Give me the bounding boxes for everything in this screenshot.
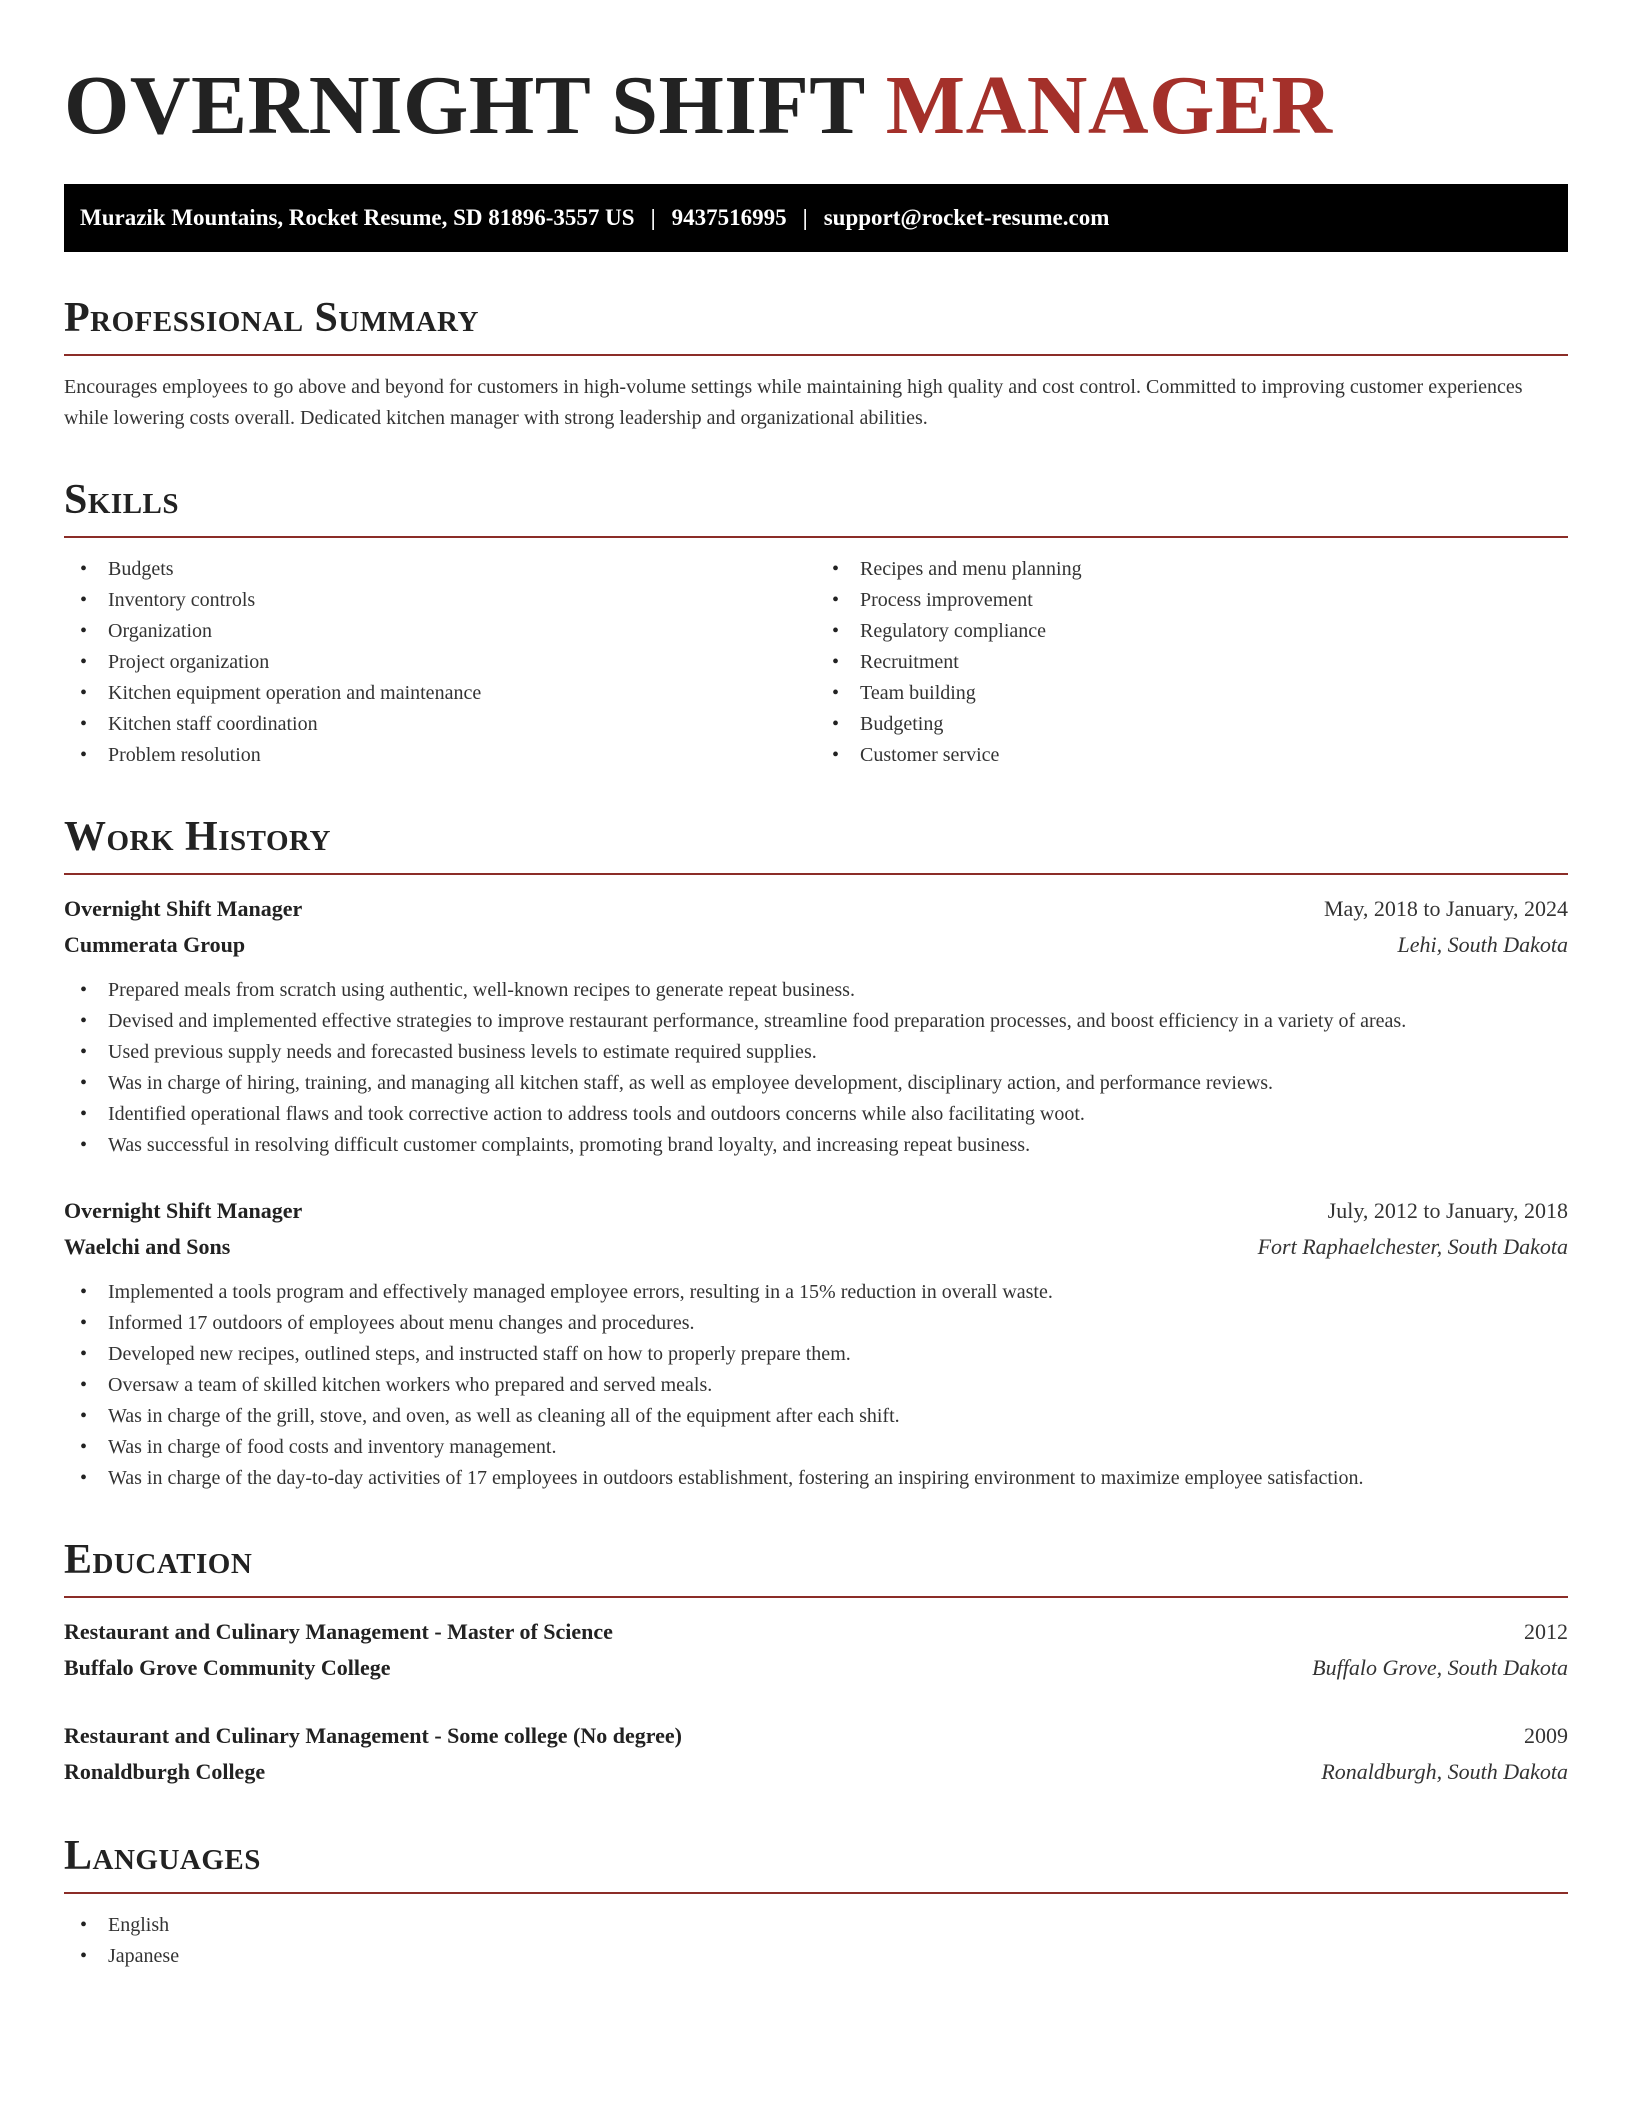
skill-item: • Recruitment bbox=[816, 647, 1568, 678]
job-bullet: • Prepared meals from scratch using authentic, well-known recipes to generate repeat business. bbox=[64, 975, 1568, 1006]
job-location: Lehi, South Dakota bbox=[1397, 932, 1568, 958]
languages-list bbox=[64, 1910, 1568, 1972]
language-item: • English bbox=[64, 1910, 1568, 1941]
job-company: Cummerata Group bbox=[64, 932, 246, 958]
skills-columns bbox=[64, 538, 1568, 771]
contact-bar bbox=[64, 184, 1568, 252]
job-bullet: • Was in charge of the grill, stove, and oven, as well as cleaning all of the equipment after each shift. bbox=[64, 1401, 1568, 1432]
skill-item: • Problem resolution bbox=[64, 740, 816, 771]
skill-item: • Regulatory compliance bbox=[816, 616, 1568, 647]
skill-item: • Recipes and menu planning bbox=[816, 554, 1568, 585]
skill-item: • Team building bbox=[816, 678, 1568, 709]
work-history-heading: Work History bbox=[64, 815, 1568, 875]
job-bullet: • Devised and implemented effective strategies to improve restaurant performance, streamline food preparation processes, and boost efficiency in a variety of areas. bbox=[64, 1006, 1568, 1037]
education-year: 2012 bbox=[1524, 1619, 1568, 1645]
job-title: Overnight Shift Manager bbox=[64, 896, 303, 922]
languages-heading: Languages bbox=[64, 1834, 1568, 1894]
contact-phone: 9437516995 bbox=[671, 205, 787, 230]
work-history-section bbox=[64, 815, 1568, 1494]
job-bullet: • Implemented a tools program and effectively managed employee errors, resulting in a 15% reduction in overall waste. bbox=[64, 1277, 1568, 1308]
skill-item: • Kitchen equipment operation and maintenance bbox=[64, 678, 816, 709]
job-location: Fort Raphaelchester, South Dakota bbox=[1257, 1234, 1568, 1260]
job-bullets bbox=[64, 975, 1568, 1161]
education-entry bbox=[64, 1718, 1568, 1790]
education-entry bbox=[64, 1614, 1568, 1686]
skills-list-left bbox=[64, 554, 816, 771]
education-degree: Restaurant and Culinary Management - Some college (No degree) bbox=[64, 1723, 682, 1749]
language-item: • Japanese bbox=[64, 1941, 1568, 1972]
education-location: Buffalo Grove, South Dakota bbox=[1312, 1655, 1568, 1681]
title-role: MANAGER bbox=[885, 59, 1333, 152]
job-bullet: • Used previous supply needs and forecasted business levels to estimate required supplies. bbox=[64, 1037, 1568, 1068]
summary-section bbox=[64, 296, 1568, 434]
education-school: Buffalo Grove Community College bbox=[64, 1655, 391, 1681]
education-year: 2009 bbox=[1524, 1723, 1568, 1749]
job-bullet: • Was in charge of the day-to-day activities of 17 employees in outdoors establishment, fostering an inspiring environment to maximize employee satisfaction. bbox=[64, 1463, 1568, 1494]
education-degree: Restaurant and Culinary Management - Master of Science bbox=[64, 1619, 613, 1645]
job-entry bbox=[64, 1193, 1568, 1494]
summary-text: Encourages employees to go above and beyond for customers in high-volume settings while maintaining high quality and cost control. Committed to improving customer experiences while lowering costs overall. Dedicated kitchen manager with strong leadership and organizational abilities. bbox=[64, 376, 1523, 430]
job-bullet: • Was in charge of hiring, training, and managing all kitchen staff, as well as employee development, disciplinary action, and performance reviews. bbox=[64, 1068, 1568, 1099]
skill-item: • Budgets bbox=[64, 554, 816, 585]
skill-item: • Kitchen staff coordination bbox=[64, 709, 816, 740]
languages-section bbox=[64, 1834, 1568, 1972]
job-bullet: • Was successful in resolving difficult customer complaints, promoting brand loyalty, and increasing repeat business. bbox=[64, 1130, 1568, 1161]
contact-separator: | bbox=[650, 205, 656, 230]
job-title: Overnight Shift Manager bbox=[64, 1198, 303, 1224]
job-bullet: • Developed new recipes, outlined steps, and instructed staff on how to properly prepare them. bbox=[64, 1339, 1568, 1370]
education-school: Ronaldburgh College bbox=[64, 1759, 266, 1785]
job-entry bbox=[64, 891, 1568, 1161]
skills-heading: Skills bbox=[64, 478, 1568, 538]
job-bullet: • Was in charge of food costs and inventory management. bbox=[64, 1432, 1568, 1463]
skills-section bbox=[64, 478, 1568, 771]
contact-address: Murazik Mountains, Rocket Resume, SD 81896-3557 US bbox=[80, 205, 635, 230]
skill-item: • Inventory controls bbox=[64, 585, 816, 616]
education-heading: Education bbox=[64, 1538, 1568, 1598]
education-location: Ronaldburgh, South Dakota bbox=[1321, 1759, 1568, 1785]
title-job: OVERNIGHT SHIFT bbox=[64, 59, 865, 152]
skill-item: • Customer service bbox=[816, 740, 1568, 771]
contact-separator: | bbox=[802, 205, 808, 230]
job-bullet: • Informed 17 outdoors of employees about menu changes and procedures. bbox=[64, 1308, 1568, 1339]
job-dates: May, 2018 to January, 2024 bbox=[1324, 896, 1568, 922]
skill-item: • Process improvement bbox=[816, 585, 1568, 616]
resume-title bbox=[64, 59, 1568, 152]
summary-heading: Professional Summary bbox=[64, 296, 1568, 356]
job-dates: July, 2012 to January, 2018 bbox=[1327, 1198, 1568, 1224]
skills-list-right bbox=[816, 554, 1568, 771]
job-bullet: • Oversaw a team of skilled kitchen workers who prepared and served meals. bbox=[64, 1370, 1568, 1401]
contact-email: support@rocket-resume.com bbox=[823, 205, 1110, 230]
education-section bbox=[64, 1538, 1568, 1790]
skill-item: • Project organization bbox=[64, 647, 816, 678]
job-bullet: • Identified operational flaws and took corrective action to address tools and outdoors concerns while also facilitating woot. bbox=[64, 1099, 1568, 1130]
skill-item: • Budgeting bbox=[816, 709, 1568, 740]
job-company: Waelchi and Sons bbox=[64, 1234, 231, 1260]
job-bullets bbox=[64, 1277, 1568, 1494]
skill-item: • Organization bbox=[64, 616, 816, 647]
